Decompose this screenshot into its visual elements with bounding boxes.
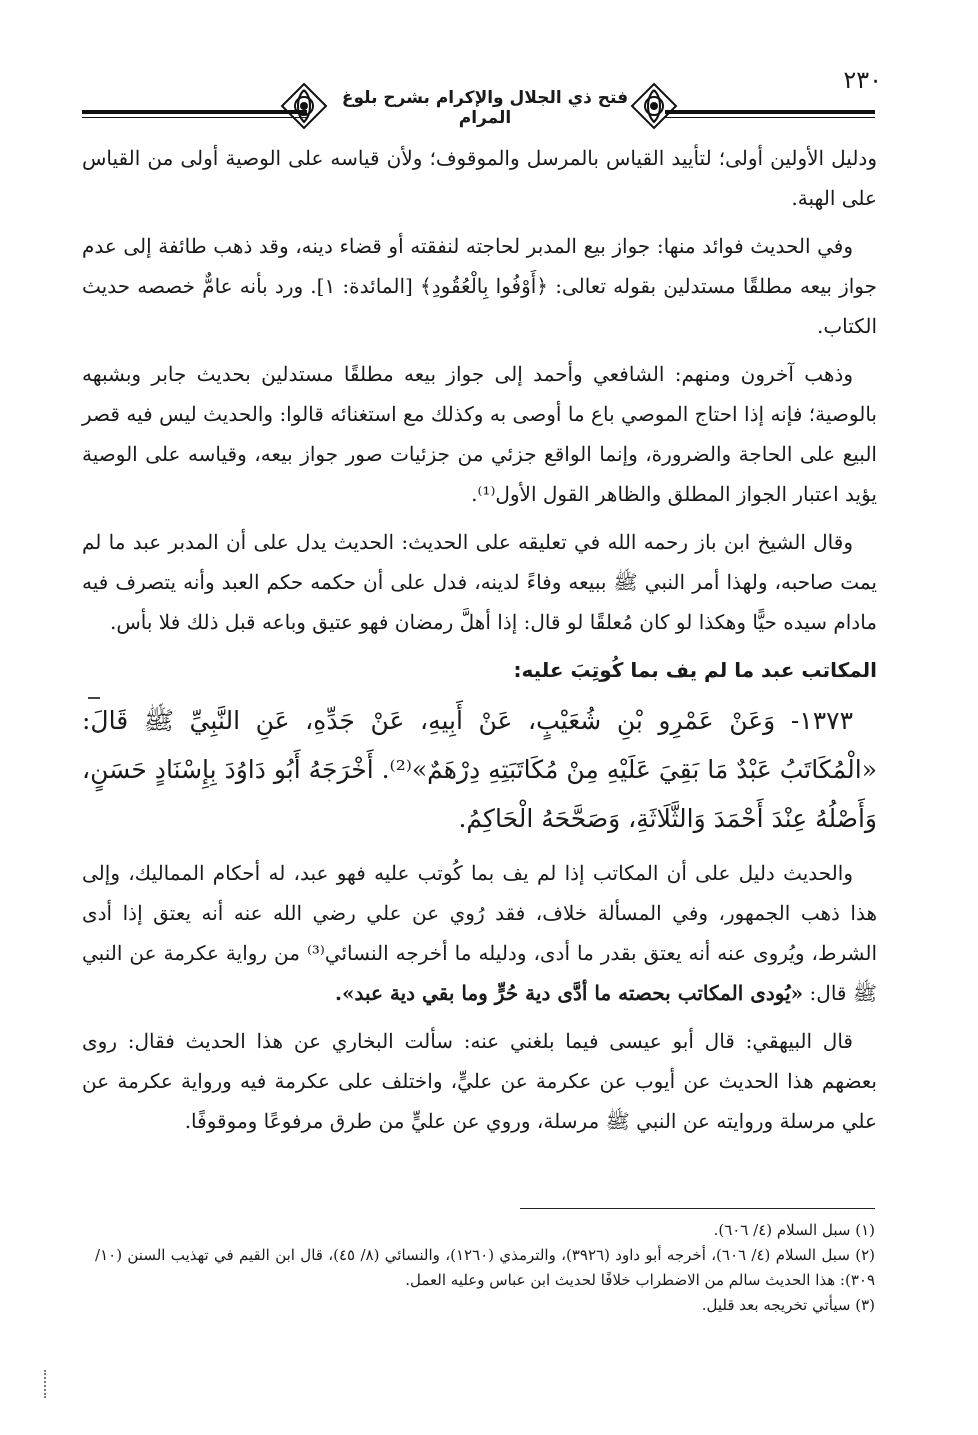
hadith-text: ١٣٧٣- وَعَنْ عَمْرِو بْنِ شُعَيْبٍ، عَنْ أَبِيهِ، عَنْ جَدِّهِ، عَنِ النَّبِيِّ ﷺ قَالَ: «الْمُكَاتَبُ عَبْدٌ مَا بَقِيَ عَلَيْهِ مِنْ مُكَاتَبَتِهِ دِرْهَمٌ»⁽²⁾. أَخْرَجَهُ أَبُو دَاوُدَ بِإِسْنَادٍ حَسَنٍ، وَأَصْلُهُ عِنْدَ أَحْمَدَ وَالثَّلَاثَةِ، وَصَحَّحَهُ الْحَاكِمُ. bbox=[82, 706, 877, 833]
margin-dots bbox=[44, 1370, 48, 1398]
paragraph: وقال الشيخ ابن باز رحمه الله في تعليقه على الحديث: الحديث يدل على أن المدبر عبد ما لم يمت صاحبه، ولهذا أمر النبي ﷺ ببيعه وفاءً لدينه، فدل على أن حكمه حكم العبد وأنه يتصرف فيه مادام سيده حيًّا وهكذا لو كان مُعلقًا لو قال: إذا أهلَّ رمضان فهو عتيق وباعه قبل ذلك فلا بأس. bbox=[82, 530, 877, 634]
margin-mark bbox=[88, 697, 100, 699]
main-text bbox=[82, 138, 877, 1149]
header-rule-left bbox=[82, 110, 307, 114]
paragraph: وذهب آخرون ومنهم: الشافعي وأحمد إلى جواز بيعه مطلقًا مستدلين بحديث جابر وبشبهه بالوصية؛ فإنه إذا احتاج الموصي باع ما أوصى به وكذلك مع استغنائه قالوا: والحديث ليس فيه قصر البيع على الحاجة والضرورة، وإنما الواقع جزئي من جزئيات صور جواز بيعه، وقياسه على الوصية يؤيد اعتبار الجواز المطلق والظاهر القول الأول⁽¹⁾. bbox=[82, 362, 877, 506]
book-title: فتح ذي الجلال والإكرام بشرح بلوغ المرام bbox=[341, 88, 629, 128]
header-rule-right-thin bbox=[665, 117, 875, 118]
header-rule-right bbox=[665, 110, 875, 114]
paragraph: وفي الحديث فوائد منها: جواز بيع المدبر لحاجته لنفقته أو قضاء دينه، وقد ذهب طائفة إلى عدم جواز بيعه مطلقًا مستدلين بقوله تعالى: ﴿أَوْفُوا بِالْعُقُودِ﴾ [المائدة: ١]. ورد بأنه عامٌّ خصصه حديث الكتاب. bbox=[82, 234, 878, 338]
page-number: ٢٣٠ bbox=[843, 66, 882, 94]
header-rule-left-thin bbox=[82, 117, 307, 118]
footnote: (١) سبل السلام (٤/ ٦٠٦). bbox=[713, 1221, 875, 1239]
paragraph: ودليل الأولين أولى؛ لتأييد القياس بالمرسل والموقوف؛ ولأن قياسه على الوصية أولى من القياس على الهبة. bbox=[82, 146, 877, 210]
quoted-hadith: «يُودى المكاتب بحصته ما أدَّى دية حُرٍّ وما بقي دية عبد». bbox=[335, 981, 804, 1005]
ornament-icon bbox=[628, 80, 680, 132]
paragraph bbox=[82, 853, 877, 1013]
ornament-icon bbox=[278, 80, 330, 132]
paragraph: قال البيهقي: قال أبو عيسى فيما بلغني عنه: سألت البخاري عن هذا الحديث فقال: روى بعضهم هذا الحديث عن أيوب عن عكرمة عن عليٍّ، واختلف على عكرمة فيه ورواية عكرمة عن علي مرسلة وروايته عن النبي ﷺ مرسلة، وروي عن عليٍّ من طرق مرفوعًا وموقوفًا. bbox=[82, 1029, 877, 1133]
footnote: (٢) سبل السلام (٤/ ٦٠٦)، أخرجه أبو داود (٣٩٢٦)، والترمذي (١٢٦٠)، والنسائي (٨/ ٤٥)، قال ابن القيم في تهذيب السنن (١٠/ ٣٠٩): هذا الحديث سالم من الاضطراب خلافًا لحديث ابن عباس وعليه العمل. bbox=[95, 1246, 876, 1289]
footnote-separator bbox=[520, 1208, 875, 1209]
section-heading: المكاتب عبد ما لم يف بما كُوتِبَ عليه: bbox=[513, 658, 877, 682]
paragraph-text: والحديث دليل على أن المكاتب إذا لم يف بما كُوتب عليه فهو عبد، له أحكام المماليك، وإلى هذا ذهب الجمهور، وفي المسألة خلاف، فقد رُوي عن علي رضي الله عنه أنه يعتق إذا أدى الشرط، ويُروى عنه أنه يعتق بقدر ما أدى، ودليله ما أخرجه النسائي⁽³⁾ من رواية عكرمة عن النبي ﷺ قال: bbox=[82, 861, 877, 1005]
footnote: (٣) سيأتي تخريجه بعد قليل. bbox=[701, 1296, 875, 1314]
footnotes bbox=[95, 1218, 875, 1318]
